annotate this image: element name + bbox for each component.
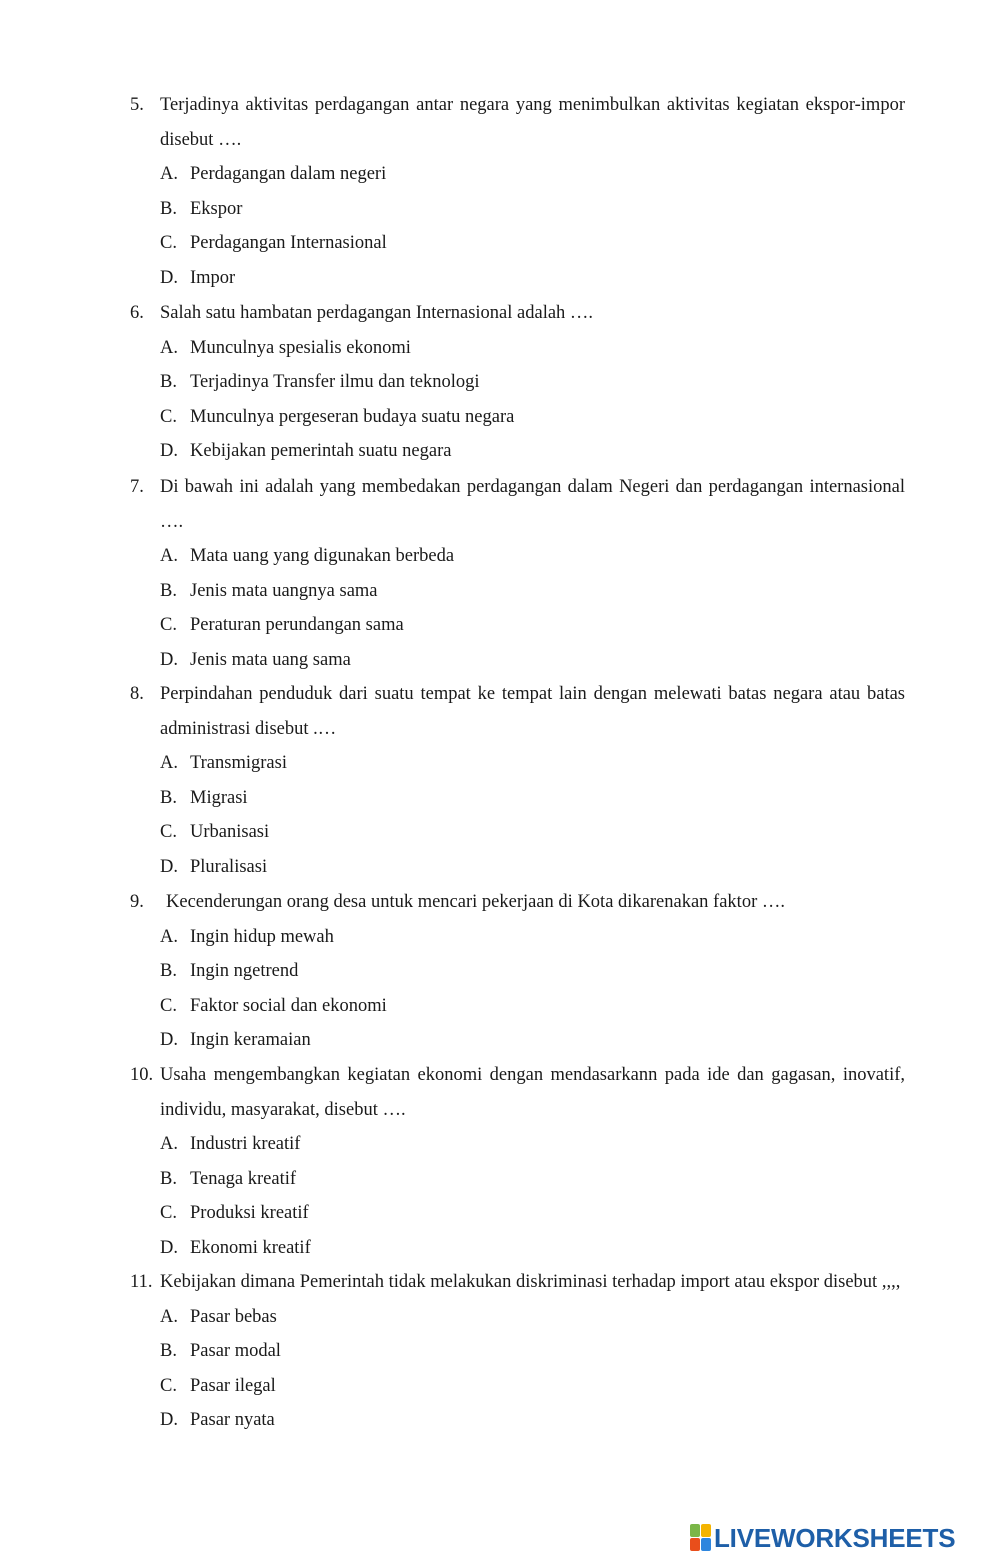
option-text: Impor (190, 267, 236, 288)
option-letter: B. (160, 580, 177, 601)
question-8 (130, 677, 905, 885)
option-letter: A. (160, 926, 178, 947)
option-letter: B. (160, 1168, 177, 1189)
option-text: Ingin hidup mewah (190, 926, 334, 947)
question-number: 6. (130, 303, 144, 323)
option-a[interactable] (160, 157, 905, 192)
option-c[interactable] (160, 608, 905, 643)
option-b[interactable] (160, 1162, 905, 1197)
option-letter: B. (160, 1341, 177, 1362)
option-letter: A. (160, 753, 178, 774)
option-letter: D. (160, 267, 178, 288)
option-text: Pasar bebas (190, 1306, 277, 1327)
logo-text: LIVEWORKSHEETS (714, 1523, 956, 1553)
option-a[interactable] (160, 1300, 905, 1335)
option-text: Munculnya pergeseran budaya suatu negara (190, 406, 515, 427)
option-letter: C. (160, 822, 177, 843)
question-10 (130, 1058, 905, 1266)
question-number: 5. (130, 95, 144, 115)
option-text: Perdagangan dalam negeri (190, 164, 387, 185)
option-text: Peraturan perundangan sama (190, 615, 404, 636)
question-number: 10. (130, 1065, 154, 1085)
option-c[interactable] (160, 400, 905, 435)
option-text: Urbanisasi (190, 822, 270, 843)
option-letter: D. (160, 856, 178, 877)
liveworksheets-logo-icon (690, 1524, 712, 1552)
option-text: Ingin ngetrend (190, 961, 299, 982)
option-text: Transmigrasi (190, 753, 287, 774)
option-letter: C. (160, 233, 177, 254)
option-d[interactable] (160, 1231, 905, 1266)
option-text: Ingin keramaian (190, 1030, 311, 1051)
option-letter: A. (160, 337, 178, 358)
option-c[interactable] (160, 1196, 905, 1231)
option-letter: D. (160, 441, 178, 462)
option-letter: D. (160, 649, 178, 670)
question-number: 8. (130, 684, 144, 704)
option-a[interactable] (160, 331, 905, 366)
option-text: Pasar ilegal (190, 1375, 276, 1396)
question-text: Di bawah ini adalah yang membedakan perdagangan dalam Negeri dan perdagangan internasional …. (160, 477, 905, 532)
option-text: Mata uang yang digunakan berbeda (190, 546, 455, 567)
question-text: Usaha mengembangkan kegiatan ekonomi dengan mendasarkann pada ide dan gagasan, inovatif, individu, masyarakat, disebut …. (160, 1065, 905, 1120)
option-d[interactable] (160, 434, 905, 469)
question-7 (130, 470, 905, 678)
question-9 (130, 885, 905, 1058)
question-text: Perpindahan penduduk dari suatu tempat ke tempat lain dengan melewati batas negara atau batas administrasi disebut .… (160, 684, 905, 739)
option-d[interactable] (160, 1023, 905, 1058)
option-letter: C. (160, 1203, 177, 1224)
option-text: Pasar modal (190, 1341, 281, 1362)
option-text: Pasar nyata (190, 1410, 275, 1431)
option-letter: B. (160, 787, 177, 808)
option-d[interactable] (160, 643, 905, 678)
option-text: Jenis mata uangnya sama (190, 580, 378, 601)
option-text: Tenaga kreatif (190, 1168, 297, 1189)
option-a[interactable] (160, 1127, 905, 1162)
option-text: Ekspor (190, 198, 243, 219)
option-text: Migrasi (190, 787, 248, 808)
option-letter: A. (160, 1134, 178, 1155)
option-text: Faktor social dan ekonomi (190, 995, 387, 1016)
option-a[interactable] (160, 920, 905, 955)
option-letter: A. (160, 546, 178, 567)
option-b[interactable] (160, 574, 905, 609)
option-b[interactable] (160, 781, 905, 816)
liveworksheets-logo[interactable] (690, 1522, 990, 1554)
question-5 (130, 88, 905, 296)
question-number: 9. (130, 892, 144, 912)
question-number: 7. (130, 477, 144, 497)
option-text: Kebijakan pemerintah suatu negara (190, 441, 452, 462)
option-c[interactable] (160, 1369, 905, 1404)
option-letter: C. (160, 995, 177, 1016)
option-text: Pluralisasi (190, 856, 268, 877)
question-text: Kebijakan dimana Pemerintah tidak melakukan diskriminasi terhadap import atau ekspor disebut ,,,, (160, 1272, 901, 1292)
option-d[interactable] (160, 850, 905, 885)
option-letter: D. (160, 1410, 178, 1431)
question-text: Kecenderungan orang desa untuk mencari pekerjaan di Kota dikarenakan faktor …. (166, 892, 785, 912)
question-11 (130, 1265, 905, 1438)
option-b[interactable] (160, 192, 905, 227)
option-text: Munculnya spesialis ekonomi (190, 337, 411, 358)
option-b[interactable] (160, 365, 905, 400)
question-6 (130, 296, 905, 469)
option-a[interactable] (160, 539, 905, 574)
option-text: Jenis mata uang sama (190, 649, 351, 670)
option-letter: A. (160, 164, 178, 185)
option-letter: C. (160, 1375, 177, 1396)
option-a[interactable] (160, 746, 905, 781)
option-letter: C. (160, 615, 177, 636)
option-d[interactable] (160, 261, 905, 296)
option-text: Produksi kreatif (190, 1203, 309, 1224)
option-text: Perdagangan Internasional (190, 233, 387, 254)
question-text: Salah satu hambatan perdagangan Internasional adalah …. (160, 303, 594, 323)
option-letter: B. (160, 961, 177, 982)
option-text: Terjadinya Transfer ilmu dan teknologi (190, 372, 480, 393)
option-d[interactable] (160, 1403, 905, 1438)
option-letter: B. (160, 372, 177, 393)
option-letter: B. (160, 198, 177, 219)
option-b[interactable] (160, 954, 905, 989)
option-c[interactable] (160, 815, 905, 850)
option-letter: A. (160, 1306, 178, 1327)
question-text: Terjadinya aktivitas perdagangan antar negara yang menimbulkan aktivitas kegiatan ekspor-impor disebut …. (160, 95, 905, 150)
option-c[interactable] (160, 226, 905, 261)
option-letter: C. (160, 406, 177, 427)
option-b[interactable] (160, 1334, 905, 1369)
option-letter: D. (160, 1237, 178, 1258)
option-text: Industri kreatif (190, 1134, 301, 1155)
option-c[interactable] (160, 989, 905, 1024)
option-letter: D. (160, 1030, 178, 1051)
question-number: 11. (130, 1272, 153, 1292)
option-text: Ekonomi kreatif (190, 1237, 311, 1258)
